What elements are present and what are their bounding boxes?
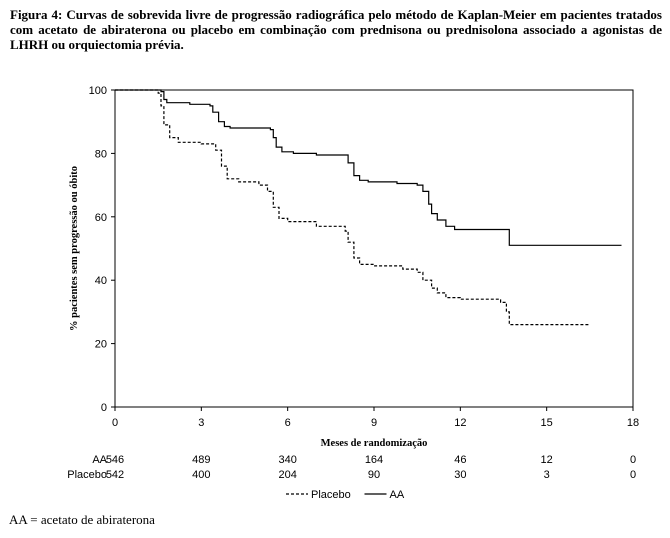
x-axis	[112, 407, 639, 429]
risk-value: 90	[367, 469, 381, 481]
risk-value: 204	[278, 469, 297, 481]
risk-value: 30	[454, 469, 467, 481]
x-tick-label: 6	[284, 417, 291, 429]
risk-value: 0	[629, 454, 637, 466]
series-layer	[115, 90, 622, 325]
risk-value: 400	[192, 469, 211, 481]
risk-value: 46	[454, 454, 467, 466]
y-tick-label: 60	[94, 211, 107, 224]
y-tick-label: 20	[94, 338, 107, 351]
x-tick-label: 18	[626, 417, 640, 429]
risk-value: 489	[192, 454, 211, 466]
risk-row-label: AA	[92, 454, 107, 466]
plot-frame	[115, 90, 633, 407]
x-tick-label: 9	[370, 417, 378, 429]
y-axis-title: % pacientes sem progressão ou óbito	[69, 166, 80, 331]
series-line-placebo	[115, 90, 590, 325]
legend	[286, 489, 405, 501]
x-tick-label: 0	[111, 417, 119, 429]
x-tick-label: 15	[540, 417, 553, 429]
x-tick-label: 3	[198, 417, 205, 429]
risk-row-label: Placebo	[67, 469, 107, 481]
risk-table	[67, 454, 636, 481]
x-tick-label: 12	[454, 417, 467, 429]
series-line-aa	[115, 90, 622, 245]
y-tick-label: 80	[94, 148, 107, 161]
risk-value: 0	[629, 469, 637, 481]
risk-value: 3	[543, 469, 550, 481]
risk-value: 164	[364, 454, 384, 466]
legend-label: Placebo	[311, 489, 351, 501]
plot-area-border	[115, 90, 633, 407]
y-tick-label: 40	[94, 275, 107, 288]
risk-value: 340	[278, 454, 297, 466]
legend-label: AA	[389, 489, 405, 501]
risk-value: 12	[540, 454, 553, 466]
footnote: AA = acetato de abiraterona	[9, 512, 155, 527]
y-tick-label: 100	[88, 85, 107, 97]
risk-value: 542	[105, 469, 125, 481]
y-axis	[89, 85, 115, 414]
figure-caption: Figura 4: Curvas de sobrevida livre de progressão radiográfica pelo método de Kaplan-Meier em pacientes tratados com acetato de abiraterona ou placebo em combinação com prednisona ou prednisolona associado a agonistas de LHRH ou orquiectomia prévia.	[10, 7, 662, 52]
y-tick-label: 0	[100, 402, 107, 414]
risk-value: 546	[105, 454, 125, 466]
x-axis-title: Meses de randomização	[320, 438, 428, 449]
